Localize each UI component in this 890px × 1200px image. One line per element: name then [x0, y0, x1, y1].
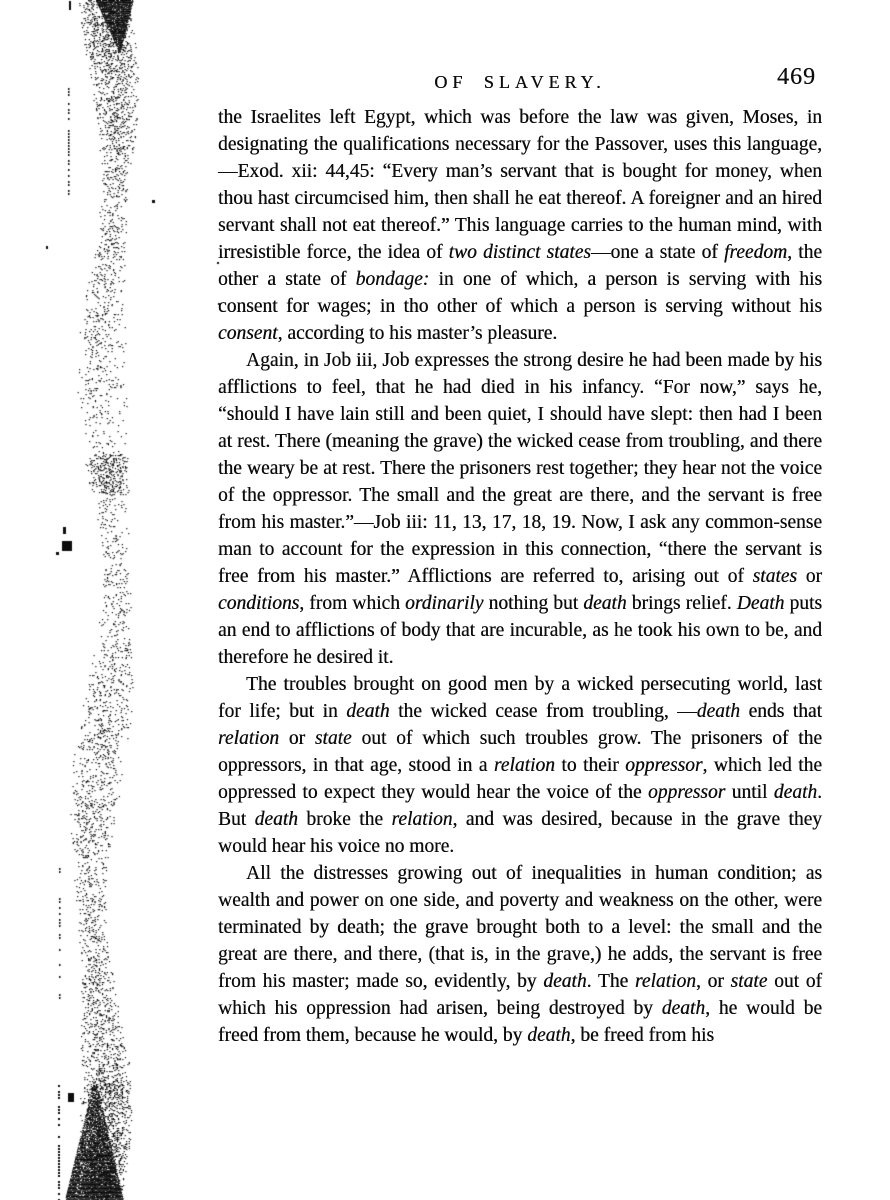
page-body — [218, 104, 822, 1049]
running-head: OF SLAVERY. — [434, 72, 606, 92]
scan-noise-band — [0, 0, 240, 1200]
paragraph: The troubles brought on good men by a wicked persecuting world, last for life; but in death the wicked cease from troubling, —death ends that relation or state out of which such troubles grow. The prisoners of the oppressors, in that age, stood in a relation to their oppressor, which led the oppressed to expect they would hear the voice of the oppressor until death. But death broke the relation, and was desired, because in the grave they would hear his voice no more. — [218, 674, 822, 857]
page-header — [218, 0, 822, 100]
page-number: 469 — [777, 64, 816, 90]
paragraph: the Israelites left Egypt, which was before the law was given, Moses, in designating the qualifications necessary for the Passover, uses this language,—Exod. xii: 44,45: “Every man’s servant that is bought for money, when thou hast circumcised him, then shall he eat thereof. A foreigner and an hired servant shall not eat thereof.” This language carries to the human mind, with irresistible force, the idea of two distinct states—one a state of freedom, the other a state of bondage: in one of which, a person is serving with his consent for wages; in tho other of which a person is serving without his consent, according to his master’s pleasure. — [218, 107, 822, 344]
paragraph: Again, in Job iii, Job expresses the strong desire he had been made by his afflictions to feel, that he had died in his infancy. “For now,” says he, “should I have lain still and been quiet, I should have slept: then had I been at rest. There (meaning the grave) the wicked cease from troubling, and there the weary be at rest. There the prisoners rest together; they hear not the voice of the oppressor. The small and the great are there, and the servant is free from his master.”—Job iii: 11, 13, 17, 18, 19. Now, I ask any common-sense man to account for the expression in this connection, “there the servant is free from his master.” Afflictions are referred to, arising out of states or conditions, from which ordinarily nothing but death brings relief. Death puts an end to afflictions of body that are incurable, as he took his own to be, and therefore he desired it. — [218, 350, 823, 668]
paragraph: All the distresses growing out of inequalities in human condition; as wealth and power on one side, and poverty and weakness on the other, were terminated by death; the grave brought both to a level: the small and the great are there, and there, (that is, in the grave,) he adds, the servant is free from his master; made so, evidently, by death. The relation, or state out of which his oppression had arisen, being destroyed by death, he would be freed from them, because he would, by death, be freed from his — [218, 863, 822, 1046]
